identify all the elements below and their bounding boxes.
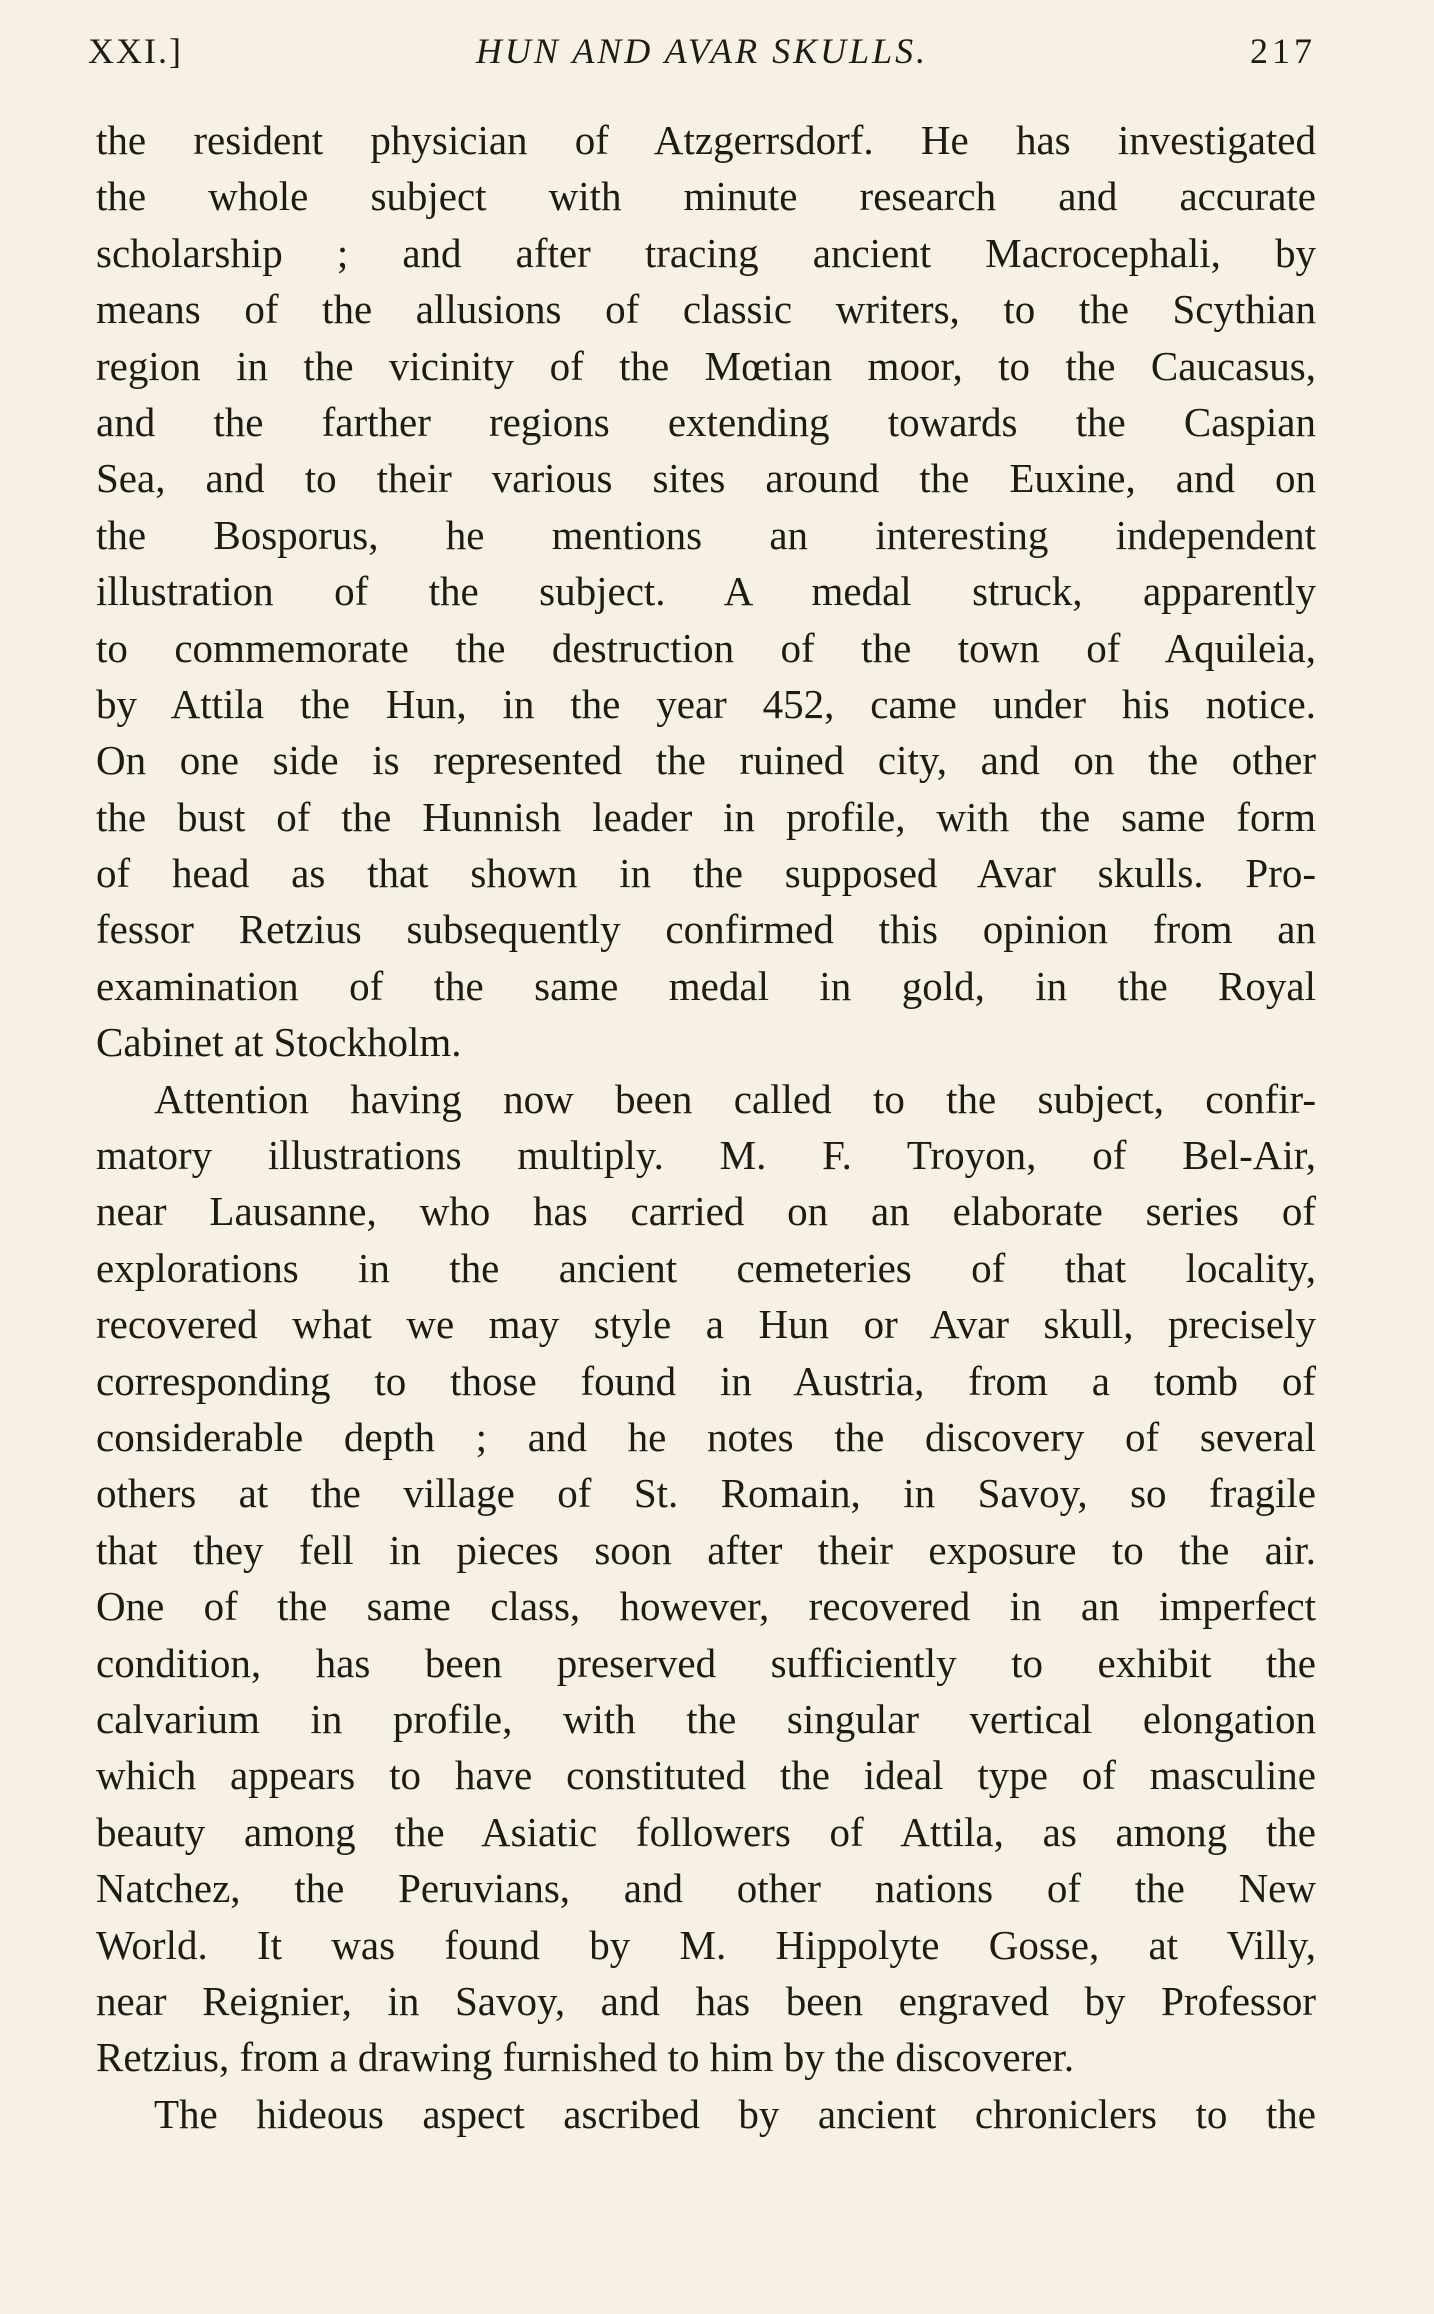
text-line: region in the vicinity of the Mœtian moor, to the Caucasus, bbox=[96, 342, 1316, 389]
page-number: 217 bbox=[1250, 31, 1316, 71]
text-line: matory illustrations multiply. M. F. Troyon, of Bel-Air, bbox=[96, 1132, 1316, 1179]
text-line: corresponding to those found in Austria, from a tomb of bbox=[96, 1357, 1316, 1404]
text-line: The hideous aspect ascribed by ancient chroniclers to the bbox=[154, 2090, 1316, 2137]
text-line: the bust of the Hunnish leader in profile, with the same form bbox=[96, 793, 1316, 840]
text-line: of head as that shown in the supposed Avar skulls. Pro- bbox=[96, 850, 1316, 897]
text-line: near Lausanne, who has carried on an elaborate series of bbox=[96, 1188, 1316, 1235]
text-line: recovered what we may style a Hun or Avar skull, precisely bbox=[96, 1301, 1316, 1348]
text-line: calvarium in profile, with the singular vertical elongation bbox=[96, 1695, 1316, 1742]
text-line: Attention having now been called to the subject, confir- bbox=[154, 1075, 1316, 1122]
text-line: World. It was found by M. Hippolyte Gosse, at Villy, bbox=[96, 1921, 1316, 1968]
text-line: considerable depth ; and he notes the discovery of several bbox=[96, 1413, 1316, 1460]
text-line: On one side is represented the ruined city, and on the other bbox=[96, 737, 1316, 784]
text-line: beauty among the Asiatic followers of Attila, as among the bbox=[96, 1808, 1316, 1855]
text-line: and the farther regions extending towards the Caspian bbox=[96, 398, 1316, 445]
text-line: condition, has been preserved sufficiently to exhibit the bbox=[96, 1639, 1316, 1686]
text-line: the resident physician of Atzgerrsdorf. He has investigated bbox=[96, 117, 1316, 163]
text-line: Retzius, from a drawing furnished to him by the discoverer. bbox=[96, 2034, 1075, 2081]
text-line: others at the village of St. Romain, in Savoy, so fragile bbox=[96, 1470, 1316, 1517]
text-line: fessor Retzius subsequently confirmed this opinion from an bbox=[96, 906, 1316, 953]
running-head bbox=[88, 30, 1316, 78]
text-line: near Reignier, in Savoy, and has been engraved by Professor bbox=[96, 1977, 1316, 2024]
text-line: that they fell in pieces soon after their exposure to the air. bbox=[96, 1526, 1316, 1573]
text-line: explorations in the ancient cemeteries of that locality, bbox=[96, 1244, 1316, 1291]
text-line: examination of the same medal in gold, in the Royal bbox=[96, 962, 1316, 1009]
text-line: Natchez, the Peruvians, and other nations of the New bbox=[96, 1865, 1316, 1912]
text-line: which appears to have constituted the ideal type of masculine bbox=[96, 1752, 1316, 1799]
text-line: scholarship ; and after tracing ancient Macrocephali, by bbox=[96, 229, 1316, 276]
body-text bbox=[96, 112, 1316, 2142]
text-line: by Attila the Hun, in the year 452, came under his notice. bbox=[96, 680, 1316, 727]
text-line: means of the allusions of classic writers, to the Scythian bbox=[96, 286, 1316, 333]
text-line: the Bosporus, he mentions an interesting independent bbox=[96, 511, 1316, 558]
text-line: to commemorate the destruction of the town of Aquileia, bbox=[96, 624, 1316, 671]
text-line: illustration of the subject. A medal struck, apparently bbox=[96, 568, 1316, 615]
text-line: Sea, and to their various sites around the Euxine, and on bbox=[96, 455, 1316, 502]
running-title: HUN AND AVAR SKULLS. bbox=[475, 31, 929, 71]
text-line: One of the same class, however, recovered in an imperfect bbox=[96, 1583, 1316, 1630]
text-line: Cabinet at Stockholm. bbox=[96, 1019, 462, 1066]
text-line: the whole subject with minute research and accurate bbox=[96, 173, 1316, 220]
chapter-number: XXI.] bbox=[88, 31, 183, 71]
